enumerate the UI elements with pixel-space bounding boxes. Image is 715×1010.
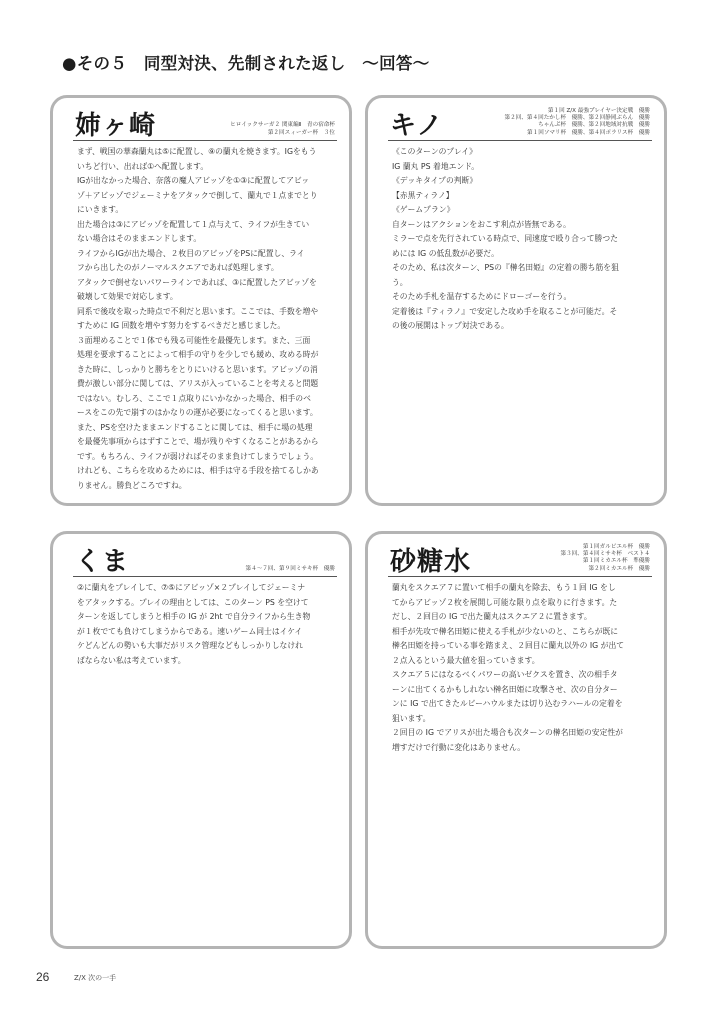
player-name: くま — [75, 547, 130, 577]
answer-card-satousui — [365, 531, 667, 949]
answer-line: の後の展開はトップ対決である。 — [392, 321, 509, 330]
answer-text — [392, 145, 653, 334]
answer-line: そのため、私は次ターン、PSの『榊名田姫』の定着の勝ち筋を狙 — [392, 263, 619, 272]
answer-line: ②に蘭丸をプレイして、⑦⑤にアビッゾ×２プレイしてジェーミナ — [77, 583, 306, 592]
achievement-line: ちゃんぷ杯 優勝、第２回地域対抗戦 優勝 — [538, 122, 650, 129]
answer-line: だし、２回目の IG で出た蘭丸はスクエア２に置きます。 — [392, 612, 592, 621]
answer-line: ーンに出てくるかもしれない榊名田姫に攻撃させ、次の自分ター — [392, 684, 618, 694]
answer-line: 同系で後攻を取った時点で不利だと思います。ここでは、手数を増や — [77, 306, 319, 316]
answer-line: ースをこの先で崩すのはかなりの運が必要になってくると思います。 — [77, 408, 318, 417]
answer-line: アタックで倒せないパワーラインであれば、③に配置したアビッゾを — [77, 277, 317, 287]
answer-line: を最優先事項からはずすことで、場が残りやすくなることがあるから — [77, 437, 319, 446]
answer-line: 出た場合は③にアビッゾを配置して１点与えて、ライフが生きてい — [77, 219, 310, 229]
card-header — [73, 106, 337, 141]
answer-line: 処理を要求することによって相手の守りを少しでも緩め、攻める時が — [77, 350, 319, 359]
answer-line: ターンを返してしまうと相手の IG が 2ht で自分ライフから生き物 — [77, 612, 311, 621]
player-achievements — [505, 108, 650, 137]
answer-line: まず、戦国の華森蘭丸は⑤に配置し、⑨の蘭丸を焼きます。IGをもう — [77, 147, 317, 156]
answer-line: う。 — [392, 277, 408, 287]
page-heading: ●その５ 同型対決、先制された返し 〜回答〜 — [62, 54, 430, 73]
answer-line: 費が激しい部分に関しては、アリスが入っていることを考えると問題 — [77, 379, 319, 388]
answer-line: です。もちろん、ライフが弱ければそのまま負けてしまうでしょう。 — [77, 451, 319, 461]
answer-line: 《ゲームプラン》 — [392, 205, 455, 214]
answer-line: きた時に、しっかりと勝ちをとりにいけると思います。アビッゾの消 — [77, 364, 318, 374]
answer-card-anegasaki — [50, 95, 352, 506]
card-header — [388, 542, 652, 577]
answer-line: ない場合はそのままエンドします。 — [77, 234, 202, 243]
answer-line: フから出したのがノーマルスクエアであれば処理します。 — [77, 263, 279, 272]
answer-line: めには IG の低乱数が必要だ。 — [392, 248, 499, 258]
answer-line: すために IG 回数を増やす努力をするべきだと感じました。 — [77, 321, 286, 330]
answer-text — [77, 145, 338, 493]
achievement-line: 第３回、第４回ミサキ杯 ベスト４ — [560, 551, 650, 558]
achievement-line: 第１回ガルビエル杯 優勝 — [582, 543, 650, 550]
answer-line: 蘭丸をスクエア７に置いて相手の蘭丸を除去、もう１回 IG をし — [392, 583, 616, 592]
achievement-line: ヒロイックサーガ２ 関東編Ⅱ 青の宿命杯 — [230, 122, 335, 129]
answer-line: ケどんどんの勢いも大事だがリスク管理などもしっかりしなけれ — [77, 641, 303, 650]
answer-line: ミラーで点を先行されている時点で、同速度で殴り合って勝つた — [392, 234, 618, 243]
answer-line: ２点入るという最大値を狙っていきます。 — [392, 655, 540, 665]
running-title: Z/X 次の一手 — [74, 974, 117, 982]
answer-line: ばならない私は考えています。 — [77, 655, 186, 665]
player-achievements — [560, 544, 650, 573]
player-achievements — [230, 122, 335, 137]
player-name: キノ — [390, 111, 444, 141]
answer-line: 相手が先攻で榊名田姫に使える手札が少ないのと、こちらが既に — [392, 626, 619, 636]
answer-line: けれども、こちらを攻めるためには、相手は守る手段を捨てるしかあ — [77, 466, 319, 475]
player-achievements — [245, 566, 335, 573]
answer-line: スクエア５にはなるべくパワーの高いゼクスを置き、次の相手タ — [392, 670, 618, 679]
answer-line: そのため手札を温存するためにドローゴーを行う。 — [392, 292, 572, 301]
achievement-line: 第１回 Z/X 最強プレイヤー決定戦 優勝 — [547, 107, 650, 114]
answer-line: ライフからIGが出た場合、２枚目のアビッゾをPSに配置し、ライ — [77, 248, 305, 258]
card-header — [388, 106, 652, 141]
answer-line: が１枚でても負けてしまうからである。速いゲーム同士はイケイ — [77, 626, 303, 636]
answer-line: 破壊して効果で対応します。 — [77, 292, 178, 301]
achievement-line: 第２回ミカエル杯 優勝 — [588, 565, 650, 572]
page-number: 26 — [36, 970, 50, 984]
answer-line: また、PSを空けたままエンドすることに関しては、相手に場の処理 — [77, 422, 313, 432]
answer-card-kuma — [50, 531, 352, 949]
answer-line: 狙います。 — [392, 713, 431, 723]
answer-line: てからアビッゾ２枚を展開し可能な限り点を取りに行きます。た — [392, 597, 618, 607]
achievement-line: 第１回ミカエル杯 準優勝 — [582, 558, 650, 565]
answer-line: 《デッキタイプの判断》 — [392, 176, 478, 185]
answer-line: ンに IG で出てきたルビーハウルまたは切り込むラハールの定着を — [392, 699, 623, 708]
achievement-line: 第１回ソマリ杯 優勝、第４回ポラリス杯 優勝 — [527, 129, 650, 136]
player-name: 姉ヶ崎 — [75, 111, 157, 141]
achievement-line: 第２回、第４回たかし杯 優勝、第２回静岡ぶらん 優勝 — [504, 115, 650, 122]
answer-line: ２回目の IG でアリスが出た場合も次ターンの榊名田姫の安定性が — [392, 728, 623, 737]
answer-line: IG 蘭丸 PS 着地エンド。 — [392, 161, 480, 171]
answer-line: 《このターンのプレイ》 — [392, 147, 477, 156]
achievement-line: 第２回スィーガー杯 ３位 — [267, 129, 335, 136]
answer-line: にいきます。 — [77, 205, 124, 214]
answer-line: 定着後は『ティラノ』で安定した攻め手を取ることが可能だ。そ — [392, 306, 618, 316]
answer-line: ３面埋めることで１体でも残る可能性を最優先します。また、三面 — [77, 335, 311, 345]
answer-line: 増すだけで行動に変化はありません。 — [392, 742, 526, 752]
answer-line: 【赤黒ティラノ】 — [392, 190, 454, 200]
player-name: 砂糖水 — [390, 547, 472, 577]
answer-line: IGが出なかった場合、奈落の魔人アビッゾを①③に配置してアビッ — [77, 176, 310, 185]
answer-text — [392, 581, 653, 755]
answer-card-kino — [365, 95, 667, 506]
answer-line: をアタックする。プレイの理由としては、このターン PS を空けて — [77, 597, 309, 607]
answer-line: りません。勝負どころですね。 — [77, 480, 187, 490]
answer-text — [77, 581, 338, 668]
answer-line: いちど行い、出れば①へ配置します。 — [77, 161, 209, 171]
answer-line: 榊名田姫を持っている事を踏まえ、２回目に蘭丸以外の IG が出て — [392, 641, 625, 650]
answer-line: ゾ＋アビッゾでジェーミナをアタックで倒して、蘭丸で１点までとり — [77, 190, 318, 200]
card-header — [73, 542, 337, 577]
answer-line: 自ターンはアクションをおこす利点が皆無である。 — [392, 219, 571, 229]
achievement-line: 第４〜７回、第９回ミサキ杯 優勝 — [245, 565, 335, 572]
answer-line: ではない。むしろ、ここで１点取りにいかなかった場合、相手のベ — [77, 393, 311, 403]
